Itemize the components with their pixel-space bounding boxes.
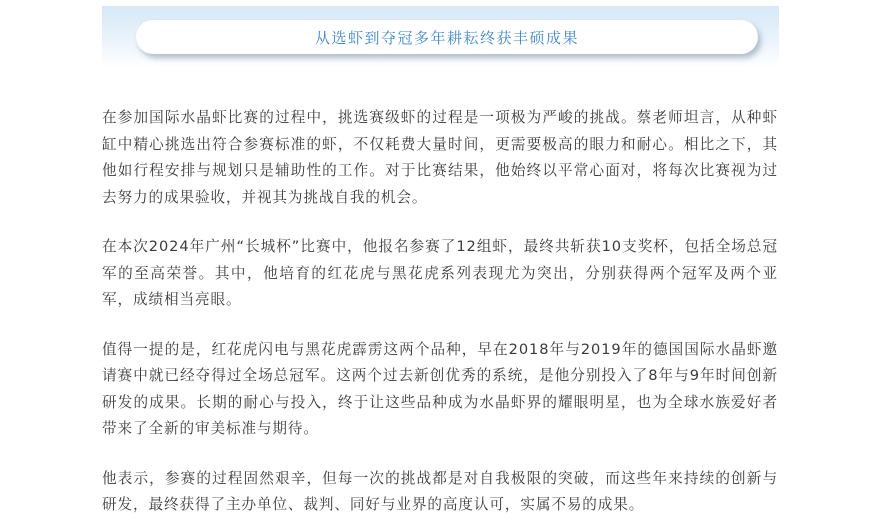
article-paragraph: 在本次2024年广州“长城杯”比赛中，他报名参赛了12组虾，最终共斩获10支奖杯，包括全场总冠军的至高荣誉。其中，他培育的红花虎与黑花虎系列表现尤为突出，分别获得两个冠军及两个亚军，成绩相当亮眼。 [102, 238, 778, 308]
article-body [102, 105, 778, 519]
article-paragraph: 他表示，参赛的过程固然艰辛，但每一次的挑战都是对自我极限的突破，而这些年来持续的创新与研发，最终获得了主办单位、裁判、同好与业界的高度认可，实属不易的成果。 [102, 469, 778, 513]
article-paragraph: 值得一提的是，红花虎闪电与黑花虎霹雳这两个品种，早在2018年与2019年的德国国际水晶虾邀请赛中就已经夺得过全场总冠军。这两个过去新创优秀的系统，是他分别投入了8年与9年时间创新研发的成果。长期的耐心与投入，终于让这些品种成为水晶虾界的耀眼明星，也为全球水族爱好者带来了全新的审美标准与期待。 [102, 340, 778, 437]
section-title: 从选虾到夺冠多年耕耘终获丰硕成果 [314, 28, 579, 47]
article-paragraph: 在参加国际水晶虾比赛的过程中，挑选赛级虾的过程是一项极为严峻的挑战。蔡老师坦言，从种虾缸中精心挑选出符合参赛标准的虾，不仅耗费大量时间，更需要极高的眼力和耐心。相比之下，其他如行程安排与规划只是辅助性的工作。对于比赛结果，他始终以平常心面对，将每次比赛视为过去努力的成果验收，并视其为挑战自我的机会。 [102, 109, 778, 206]
section-title-banner [136, 20, 758, 54]
